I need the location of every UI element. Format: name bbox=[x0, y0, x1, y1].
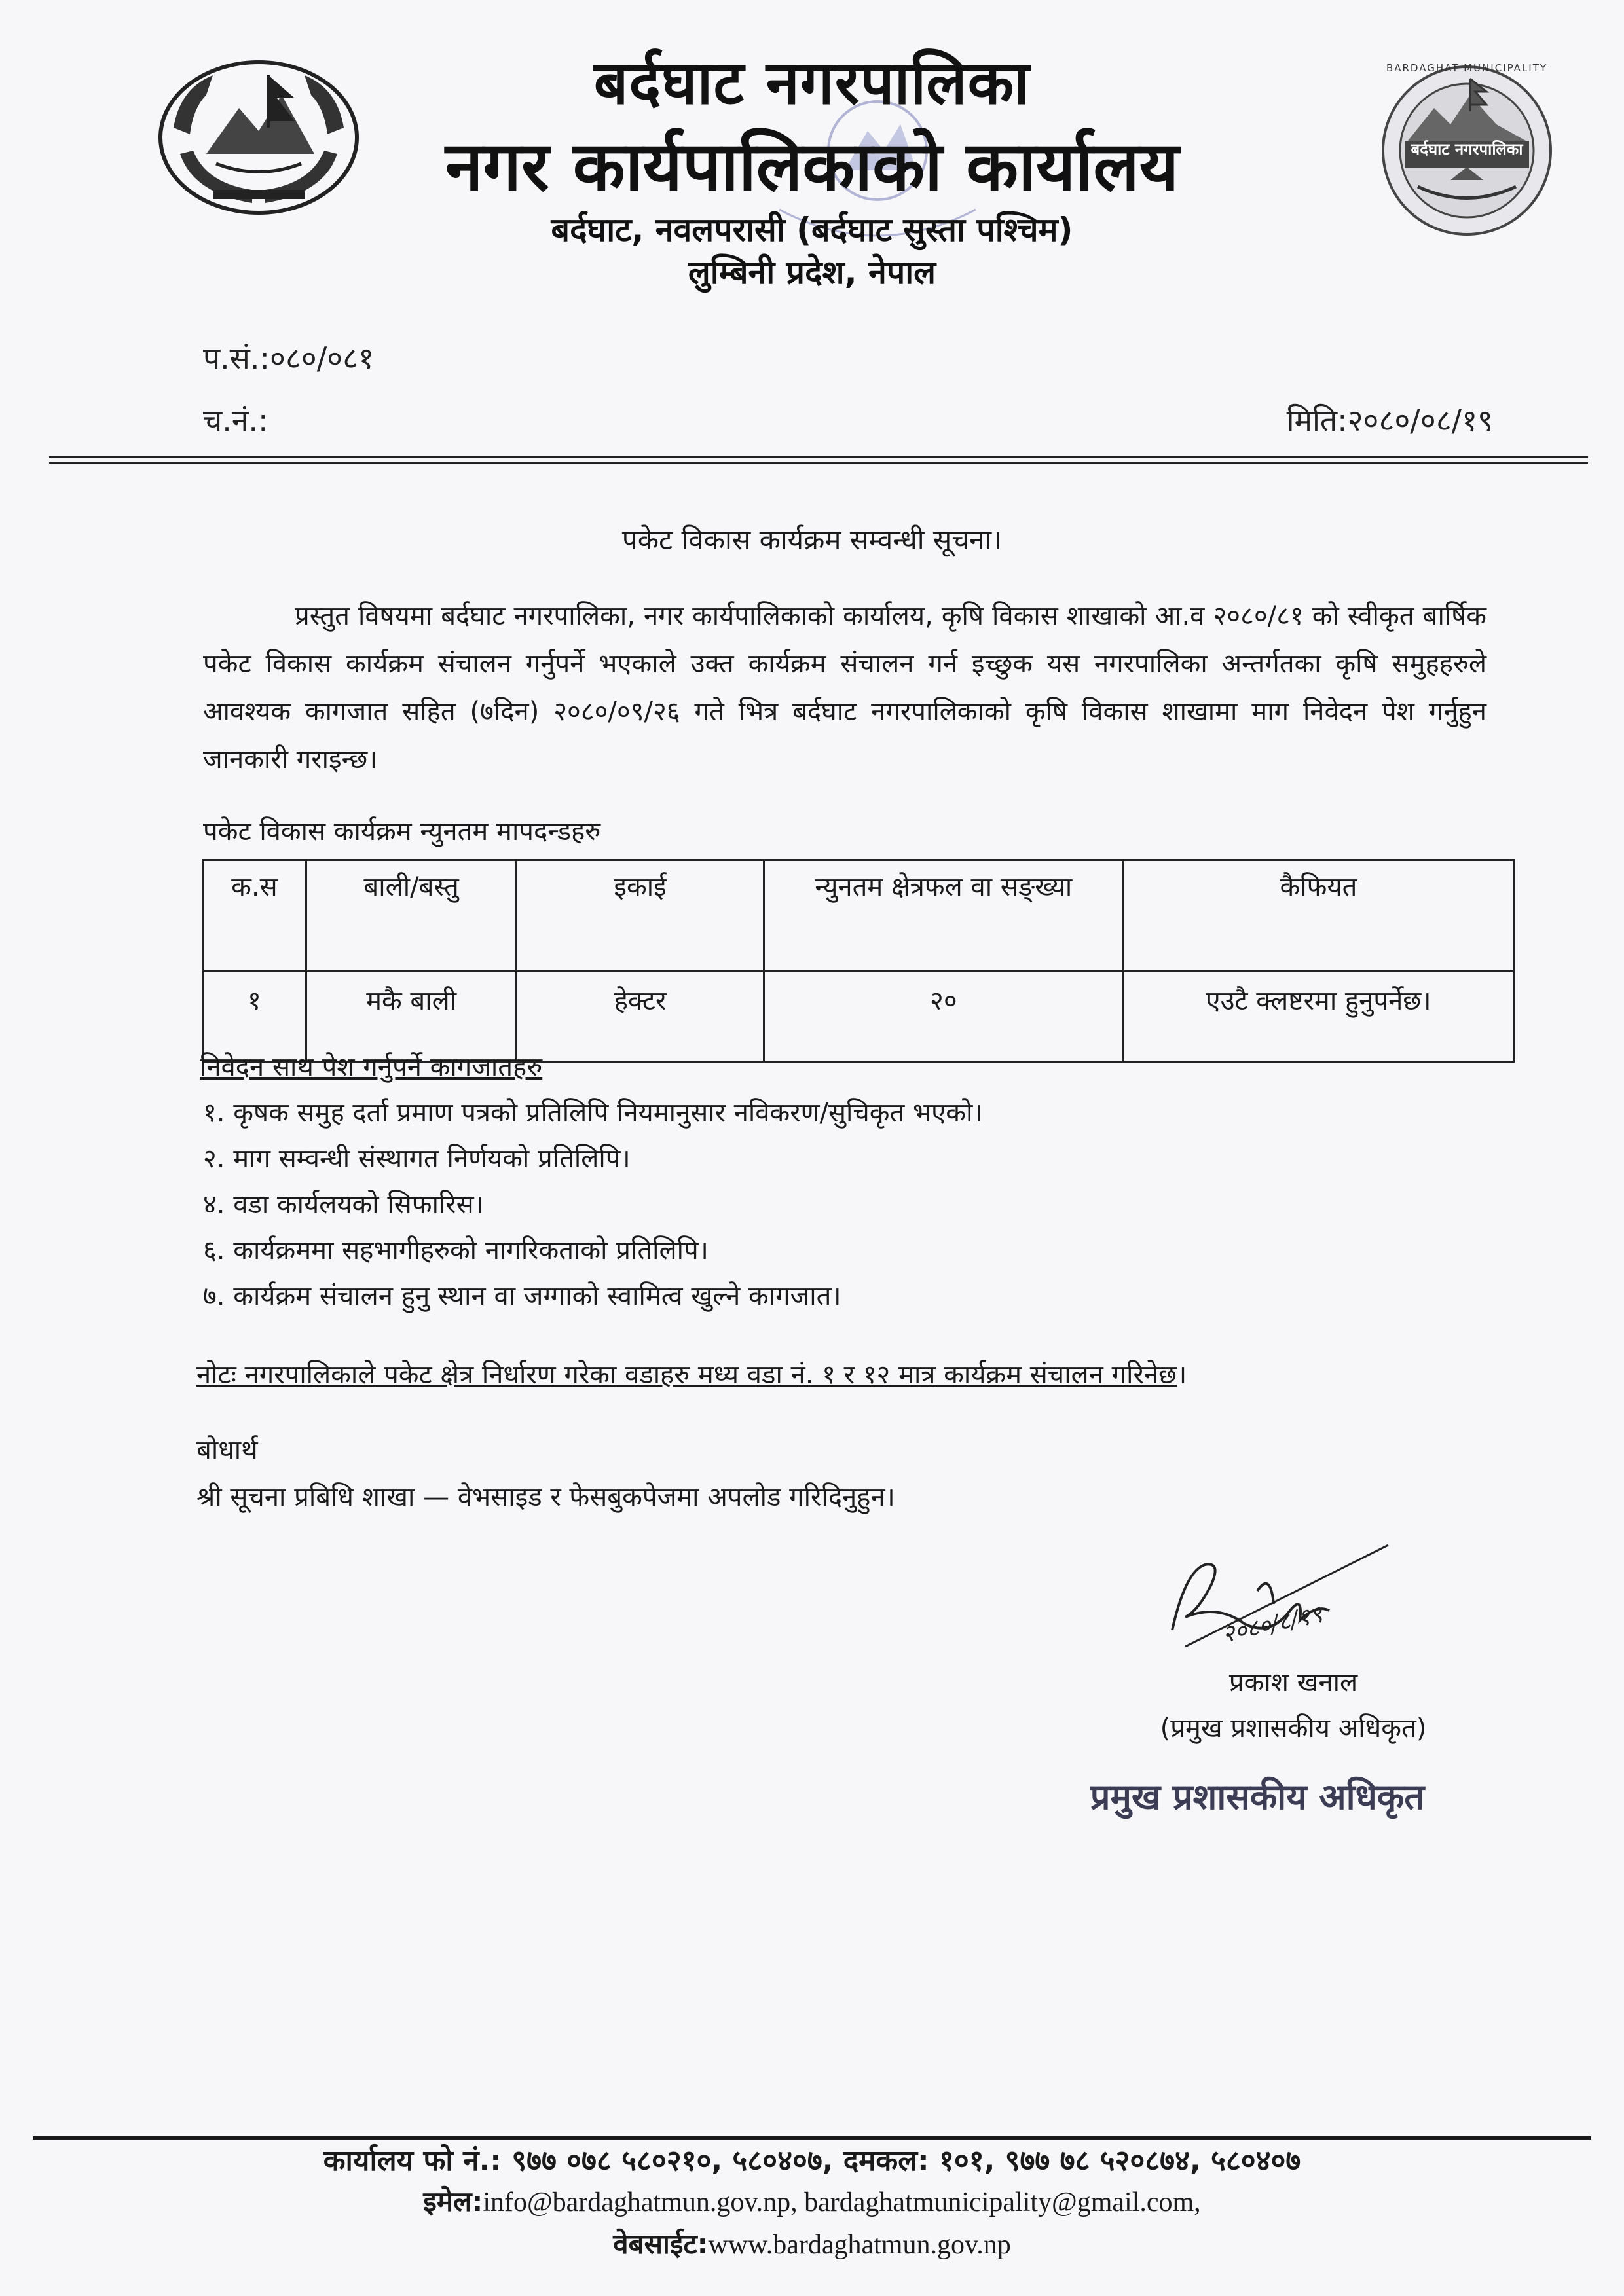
website-label: वेबसाईट: bbox=[613, 2228, 709, 2260]
footer-phone: कार्यालय फो नं.: ९७७ ०७८ ५८०२१०, ५८०४०७, दमकल: १०१, ९७७ ७८ ५२०८७४, ५८०४०७ bbox=[323, 2144, 1301, 2178]
footer-email bbox=[0, 2182, 1624, 2219]
list-item: ४. वडा कार्यलयको सिफारिस। bbox=[203, 1190, 484, 1220]
website-link[interactable]: www.bardaghatmun.gov.np bbox=[708, 2230, 1011, 2260]
logo-ring-text: BARDAGHAT MUNICIPALITY bbox=[1386, 62, 1548, 74]
list-item: १. कृषक समुह दर्ता प्रमाण पत्रको प्रतिलिपि नियमानुसार नविकरण/सुचिकृत भएको। bbox=[203, 1098, 983, 1128]
letter-date: मिति:२०८०/०८/१९ bbox=[1286, 403, 1493, 438]
office-province: लुम्बिनी प्रदेश, नेपाल bbox=[688, 253, 936, 291]
reference-number: प.सं.:०८०/०८१ bbox=[203, 340, 374, 376]
list-item: ६. कार्यक्रममा सहभागीहरुको नागरिकताको प्रतिलिपि। bbox=[203, 1235, 709, 1266]
dispatch-number: च.नं.: bbox=[203, 403, 268, 438]
designation-stamp: प्रमुख प्रशासकीय अधिकृत bbox=[1090, 1776, 1425, 1817]
signatory-post: (प्रमुख प्रशासकीय अधिकृत) bbox=[1160, 1713, 1427, 1743]
column-header: बाली/बस्तु bbox=[306, 860, 517, 972]
signature-date: २०८०/८/१९ bbox=[1219, 1601, 1325, 1649]
criteria-title: पकेट विकास कार्यक्रम न्युनतम मापदन्डहरु bbox=[203, 816, 601, 847]
table-cell: एउटै क्लष्टरमा हुनुपर्नेछ। bbox=[1123, 972, 1513, 1062]
table-cell: मकै बाली bbox=[306, 972, 517, 1062]
handwritten-signature bbox=[1159, 1532, 1395, 1656]
notice-note bbox=[196, 1355, 1187, 1391]
footer-website bbox=[0, 2225, 1624, 2262]
municipality-name: बर्दघाट नगरपालिका bbox=[593, 48, 1031, 118]
list-item: २. माग सम्वन्धी संस्थागत निर्णयको प्रतिलिपि। bbox=[203, 1144, 631, 1174]
column-header: क.स bbox=[203, 860, 306, 972]
column-header: इकाई bbox=[517, 860, 764, 972]
notice-body bbox=[203, 592, 1486, 784]
header-divider-secondary bbox=[49, 462, 1588, 464]
notice-subject: पकेट विकास कार्यक्रम सम्वन्धी सूचना। bbox=[621, 524, 1003, 556]
notice-body-text: प्रस्तुत विषयमा बर्दघाट नगरपालिका, नगर कार्यपालिकाको कार्यालय, कृषि विकास शाखाको आ.व २०८०/८१ को स्वीकृत बार्षिक पकेट विकास कार्यक्रम संचालन गर्नुपर्ने भएकाले उक्त कार्यक्रम संचालन गर्न इच्छुक यस नगरपालिका अन्तर्गतका कृषि समुहहरुले आवश्यक कागजात सहित (७दिन) २०८०/०९/२६ गते भित्र बर्दघाट नगरपालिकाको कृषि विकास शाखामा माग निवेदन पेश गर्नुहुन जानकारी गराइन्छ। bbox=[203, 601, 1486, 774]
note-text: नोटः नगरपालिकाले पकेट क्षेत्र निर्धारण गरेका वडाहरु मध्य वडा नं. १ र १२ मात्र कार्यक्रम संचालन गरिनेछ bbox=[196, 1360, 1177, 1390]
email-label: इमेल: bbox=[423, 2185, 483, 2217]
documents-title: निवेदन साथ पेश गर्नुपर्ने कागजातहरु bbox=[200, 1052, 543, 1082]
criteria-header-row bbox=[203, 860, 1514, 972]
email-value[interactable]: info@bardaghatmun.gov.np, bardaghatmunicipality@gmail.com, bbox=[483, 2187, 1201, 2217]
signatory-name: प्रकाश खनाल bbox=[1228, 1667, 1358, 1698]
office-name: नगर कार्यपालिकाको कार्यालय bbox=[445, 126, 1179, 206]
office-address: बर्दघाट, नवलपरासी (बर्दघाट सुस्ता पश्चिम) bbox=[551, 211, 1073, 249]
table-cell: १ bbox=[203, 972, 306, 1062]
logo-label: बर्दघाट नगरपालिका bbox=[1411, 140, 1523, 158]
table-cell: २० bbox=[764, 972, 1123, 1062]
table-cell: हेक्टर bbox=[517, 972, 764, 1062]
cc-recipient: श्री सूचना प्रबिधि शाखा — वेभसाइड र फेसबुकपेजमा अपलोड गरिदिनुहुन। bbox=[196, 1482, 895, 1512]
list-item: ७. कार्यक्रम संचालन हुनु स्थान वा जग्गाको स्वामित्व खुल्ने कागजात। bbox=[203, 1281, 841, 1311]
cc-title: बोधार्थ bbox=[196, 1435, 258, 1465]
header-divider bbox=[49, 456, 1588, 458]
column-header: कैफियत bbox=[1123, 860, 1513, 972]
criteria-table bbox=[202, 859, 1515, 1063]
column-header: न्युनतम क्षेत्रफल वा सङ्ख्या bbox=[764, 860, 1123, 972]
note-end: । bbox=[1177, 1360, 1187, 1390]
